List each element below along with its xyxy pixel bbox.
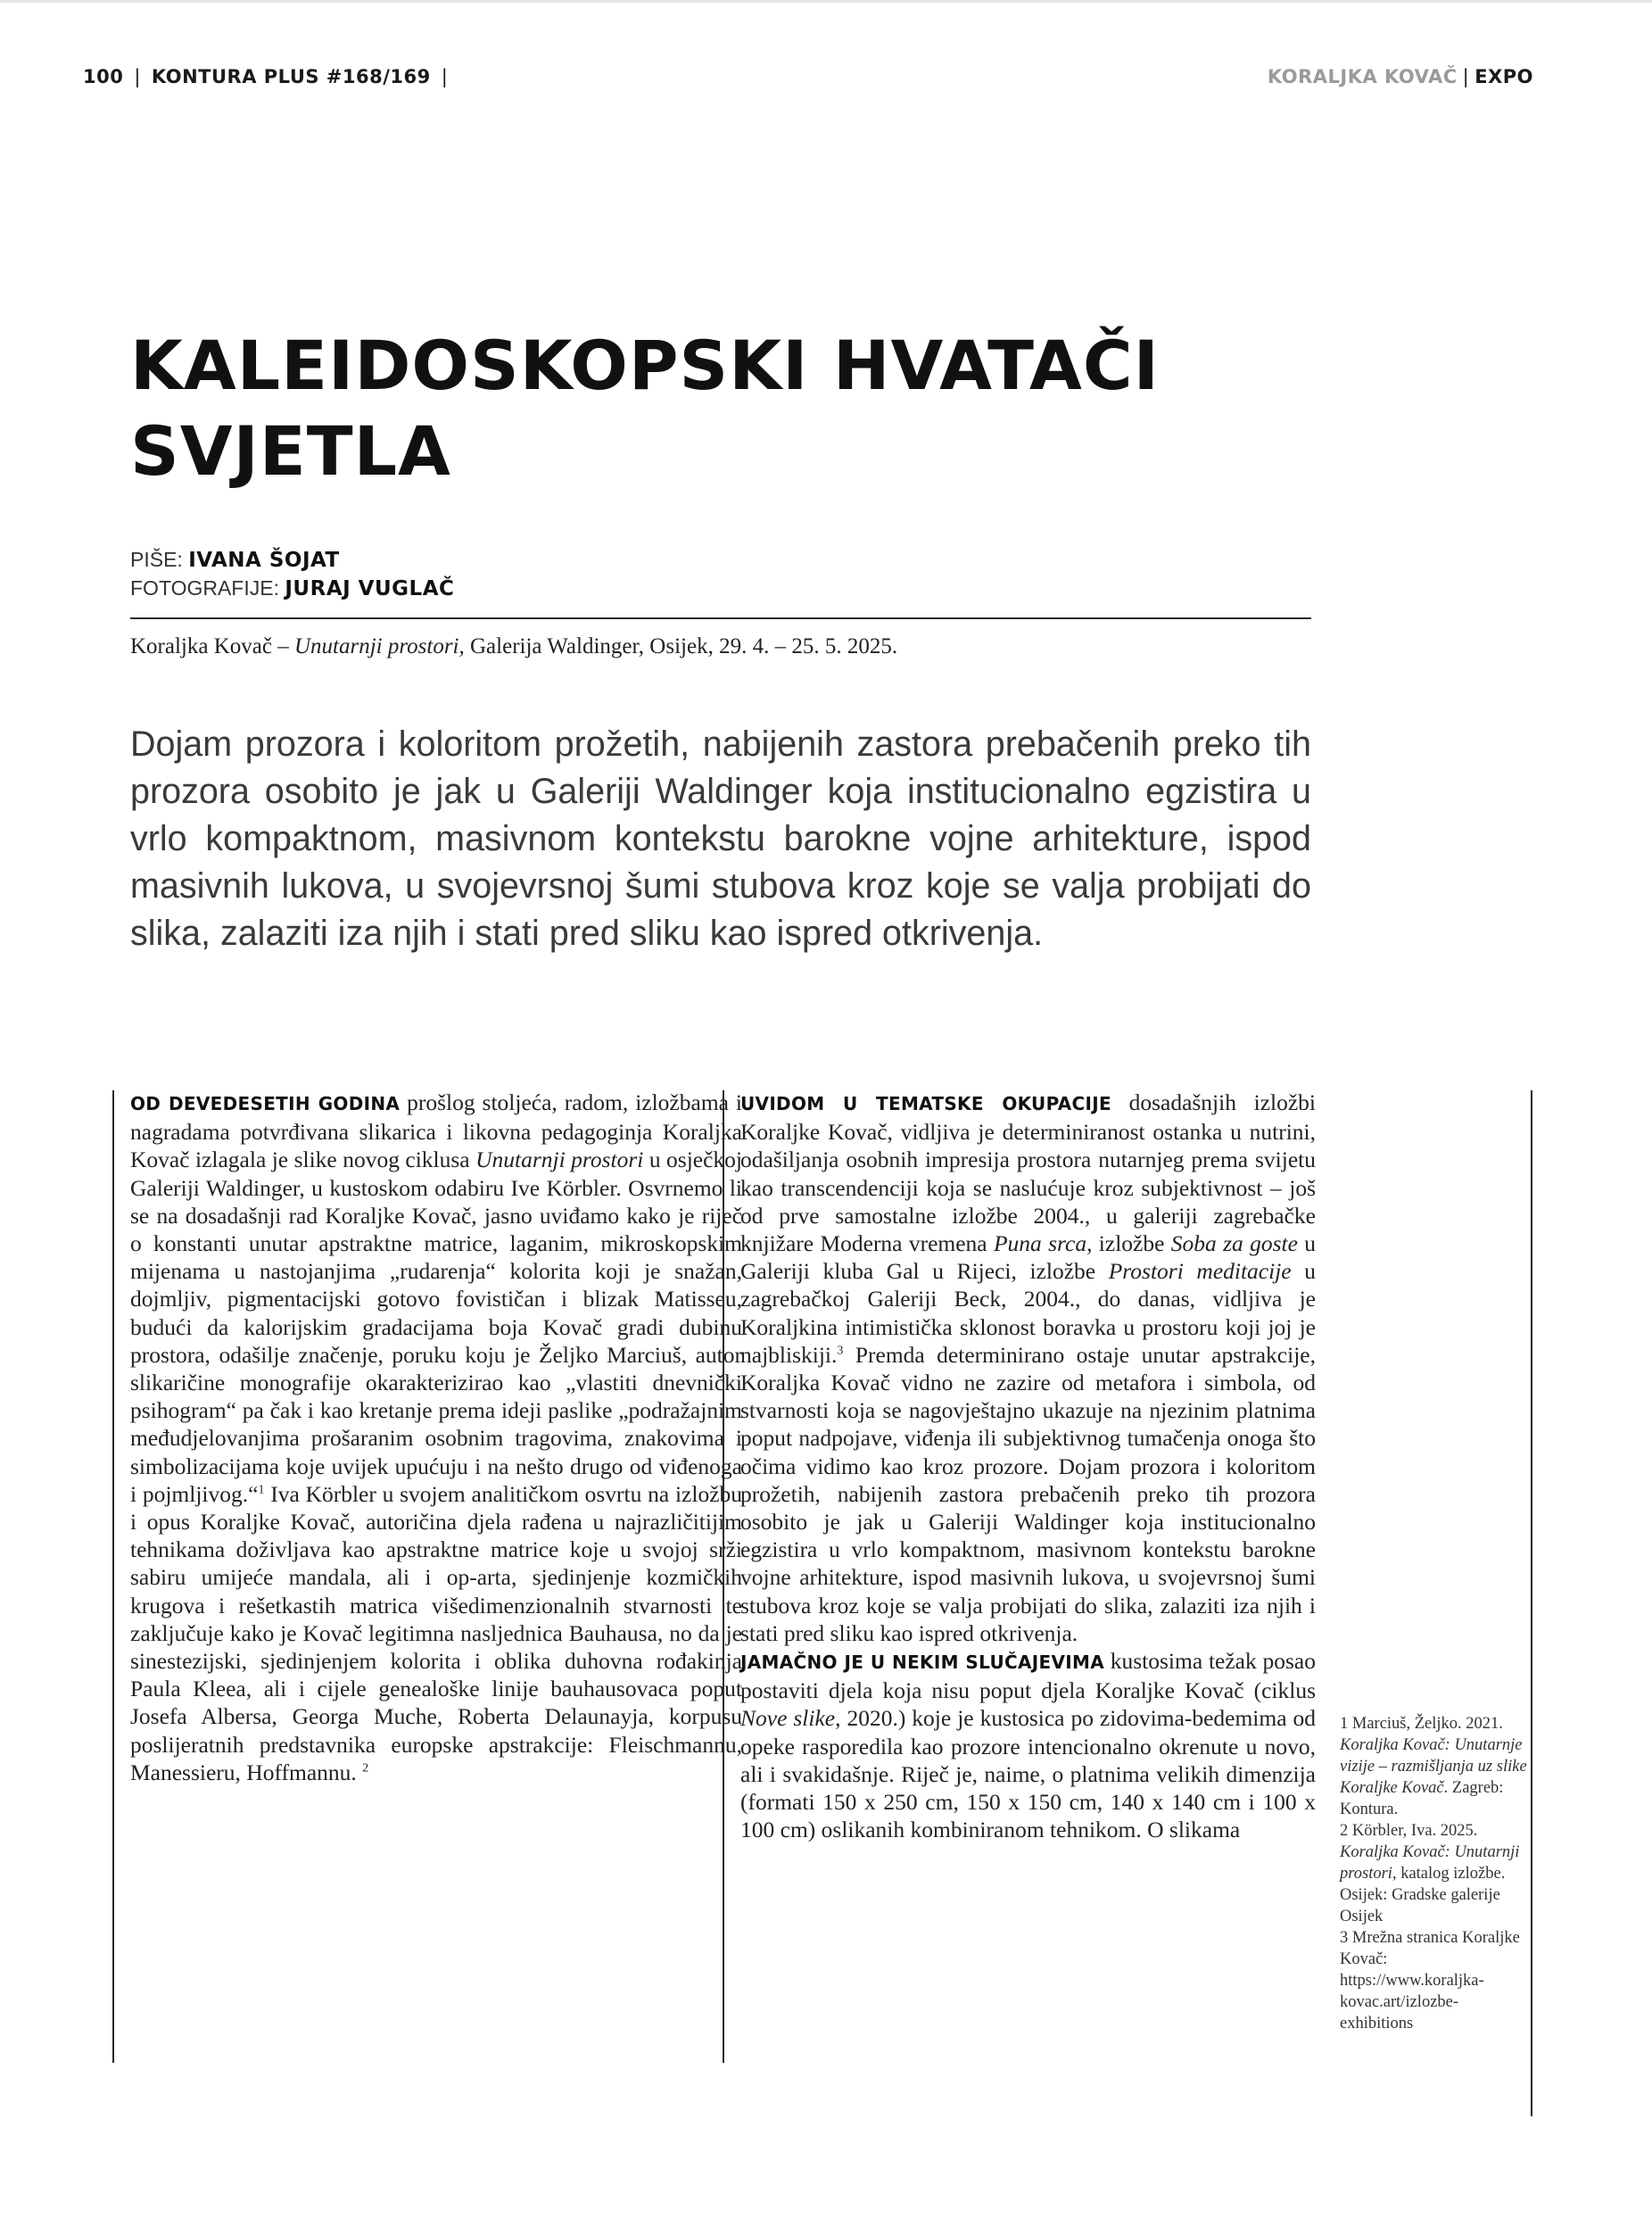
exhibition-title: Unutarnji prostori, xyxy=(293,634,465,658)
photographer-name: JURAJ VUGLAČ xyxy=(285,577,455,600)
running-header-left: 100 | KONTURA PLUS #168/169 | xyxy=(83,66,449,87)
running-header-section: EXPO xyxy=(1474,66,1533,87)
footnotes xyxy=(1340,1713,1527,2034)
footnote-ref: 2 xyxy=(362,1761,369,1776)
article-title xyxy=(130,323,1201,494)
top-border xyxy=(0,0,1652,3)
column-1-rule xyxy=(112,1090,114,2063)
author-credit: PIŠE: IVANA ŠOJAT xyxy=(130,548,340,572)
title-line-2: SVJETLA xyxy=(130,411,451,491)
footnote-2: 2 Körbler, Iva. 2025. Koraljka Kovač: Unutarnji prostori, katalog izložbe. Osijek: Gradske galerije Osijek xyxy=(1340,1822,1520,1925)
body-paragraph: UVIDOM U TEMATSKE OKUPACIJE dosadašnjih izložbi Koraljke Kovač, vidljiva je determiniranost ostanka u nutrini, odašiljanja osobnih impresija prostora nutarnjeg prema svijetu kao transcendenciji koja se naslućuje kroz subjektivnost – još od prve samostalne izložbe 2004., u galeriji zagrebačke knjižare Moderna vremena Puna srca, izložbe Soba za goste u Galeriji kluba Gal u Rijeci, izložbe Prostori meditacije u zagrebačkoj Galeriji Beck, 2004., do danas, vidljiva je Koraljkina intimistička sklonost boravka u prostoru koji joj je najbliskiji.$^3$ Premda determinirano ostaje unutar apstrakcije, Koraljka Kovač vidno ne zazire od metafora i simbola, od stvarnosti koja se nagovještajno ukazuje na njezinim platnima poput nadpojave, viđenja ili subjektivnog tumačenja onoga što očima vidimo kao kroz prozore. Dojam prozora i koloritom prožetih, nabijenih zastora prebačenih preko tih prozora osobito je jak u Galeriji Waldinger koja institucionalno egzistira u vrlo kompaktnom, masivnom kontekstu barokne vojne arhitekture, ispod masivnih lukova, u svojevrsnoj šumi stubova kroz koje se valja probijati do slika, zalaziti iza njih i stati pred sliku kao ispred otkrivenja. xyxy=(740,1089,1317,1646)
running-header-author: KORALJKA KOVAČ xyxy=(1267,66,1458,87)
lead-in: JAMAČNO JE U NEKIM SLUČAJEVIMA xyxy=(740,1652,1104,1674)
body-paragraph: OD DEVEDESETIH GODINA prošlog stoljeća, radom, izložbama i nagradama potvrđivana slikarica i likovna pedagoginja Koraljka Kovač izlagala je slike novog ciklusa Unutarnji prostori u osječkoj Galeriji Waldinger, u kustoskom odabiru Ive Körbler. Osvrnemo li se na dosadašnji rad Koraljke Kovač, jasno uviđamo kako je riječ o konstanti unutar apstraktne matrice, laganim, mikroskopskim mijenama u nastojanjima „rudarenja“ kolorita koji je snažan, dojmljiv, pigmentacijski gotovo fovističan i blizak Matisseu, budući da kalorijskim gradacijama boja Kovač gradi dubinu prostora, odašilje značenje, poruku koju je Željko Marciuš, autor slikaričine monografije okarakterizirao kao „vlastiti dnevnički psihogram“ pa čak i kao kretanje prema ideji paslike „podražajnim međudjelovanjima prošaranim osobnim tragovima, znakovima i simbolizacijama koje uvijek upućuju i na nešto drugo od viđenoga i pojmljivog.“$^1$ Iva Körbler u svojem analitičkom osvrtu na izložbu i opus Koraljke Kovač, autoričina djela rađena u najrazličitijim tehnikama doživljava kao apstraktne matrice koje u svojoj srži sabiru umijeće mandala, ali i op-arta, sjedinjenje kozmičkih krugova i rešetkastih matrica višedimenzionalnih stvarnosti te zaključuje kako je Kovač legitimna nasljednica Bauhausa, no da je sinestezijski, sjedinjenjem kolorita i oblika duhovna rođakinja Paula Kleea, ali i cijele genealoške linije bauhausovaca poput Josefa Albersa, Georga Muche, Roberta Delaunayja, korpusu poslijeratnih predstavnika europske apstrakcije: Fleischmannu, Manessieru, Hoffmannu. $^2$ xyxy=(130,1089,743,1785)
article-credits xyxy=(130,546,454,603)
body-column-1 xyxy=(130,1089,742,1786)
footnote-ref: 3 xyxy=(837,1344,844,1358)
footnote-3: 3 Mrežna stranica Koraljke Kovač: https://www.koraljka-kovac.art/izlozbe-exhibitions xyxy=(1340,1929,1520,2032)
exhibition-info: Koraljka Kovač – Unutarnji prostori, Galerija Waldinger, Osijek, 29. 4. – 25. 5. 2025. xyxy=(130,634,898,658)
photo-credit: FOTOGRAFIJE: JURAJ VUGLAČ xyxy=(130,576,455,600)
running-header-right: KORALJKA KOVAČ | EXPO xyxy=(1267,66,1533,87)
lead-in: OD DEVEDESETIH GODINA xyxy=(130,1093,401,1114)
body-paragraph: JAMAČNO JE U NEKIM SLUČAJEVIMA kustosima težak posao postaviti djela koja nisu poput djela Koraljke Kovač (ciklus Nove slike, 2020.) koje je kustosica po zidovima-bedemima od opeke rasporedila kao prozore intencionalno okrenute u novo, ali i svakidašnje. Riječ je, naime, o platnima velikih dimenzija (formati 150 x 250 cm, 150 x 150 cm, 140 x 140 cm i 100 x 100 cm) oslikanih kombiniranom tehnikom. O slikama xyxy=(740,1648,1316,1843)
credits-divider xyxy=(130,617,1311,619)
footnote-rule xyxy=(1531,1090,1532,2116)
title-line-1: KALEIDOSKOPSKI HVATAČI xyxy=(130,326,1160,405)
lead-in: UVIDOM U TEMATSKE OKUPACIJE xyxy=(740,1093,1111,1114)
page-number: 100 xyxy=(83,66,124,87)
body-column-2 xyxy=(740,1089,1316,1843)
footnote-1: 1 Marciuš, Željko. 2021. Koraljka Kovač: Unutarnje vizije – razmišljanja uz slike Koraljke Kovač. Zagreb: Kontura. xyxy=(1340,1715,1527,1818)
footnote-ref: 1 xyxy=(258,1483,265,1497)
magazine-issue: KONTURA PLUS #168/169 xyxy=(151,66,431,87)
author-name: IVANA ŠOJAT xyxy=(188,549,340,572)
lead-paragraph: Dojam prozora i koloritom prožetih, nabijenih zastora prebačenih preko tih prozora osobito je jak u Galeriji Waldinger koja institucionalno egzistira u vrlo kompaktnom, masivnom kontekstu barokne vojne arhitekture, ispod masivnih lukova, u svojevrsnoj šumi stubova kroz koje se valja probijati do slika, zalaziti iza njih i stati pred sliku kao ispred otkrivenja. xyxy=(130,724,1311,953)
